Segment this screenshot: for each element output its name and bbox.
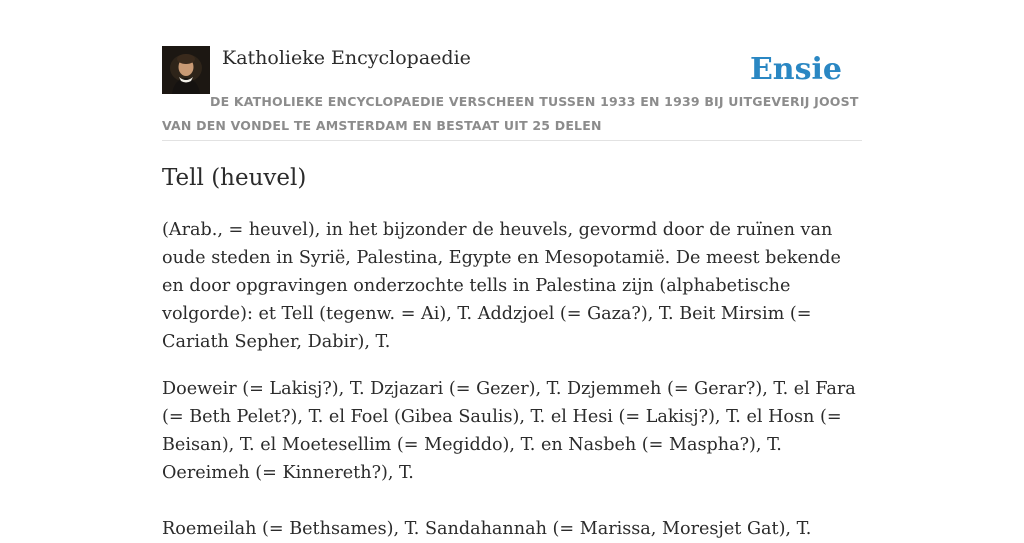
brand-logo[interactable]: Ensie [749, 52, 842, 87]
article-paragraph: Doeweir (= Lakisj?), T. Dzjazari (= Gezer), T. Dzjemmeh (= Gerar?), T. el Fara (= Beth Pelet?), T. el Foel (Gibea Saulis), T. el Hesi (= Lakisj?), T. el Hosn (= Beisan), T. el Moetesellim (= Megiddo), T. en Nasbeh (= Maspha?), T. Oereimeh (= Kinnereth?), T. [162, 379, 856, 483]
site-header [162, 46, 862, 141]
article-content [162, 162, 862, 543]
site-avatar[interactable] [162, 46, 210, 94]
site-description: DE KATHOLIEKE ENCYCLOPAEDIE VERSCHEEN TUSSEN 1933 EN 1939 BIJ UITGEVERIJ JOOST VAN DEN VONDEL TE AMSTERDAM EN BESTAAT UIT 25 DELEN [162, 94, 859, 133]
article-title: Tell (heuvel) [162, 165, 307, 191]
portrait-icon [162, 46, 210, 94]
site-title[interactable]: Katholieke Encyclopaedie [222, 47, 471, 69]
article-paragraph: Roemeilah (= Bethsames), T. Sandahannah (= Marissa, Moresjet Gat), T. [162, 519, 812, 539]
article-paragraph: (Arab., = heuvel), in het bijzonder de heuvels, gevormd door de ruïnen van oude steden in Syrië, Palestina, Egypte en Mesopotamië. De meest bekende en door opgravingen onderzochte tells in Palestina zijn (alphabetische volgorde): et Tell (tegenw. = Ai), T. Addzjoel (= Gaza?), T. Beit Mirsim (= Cariath Sepher, Dabir), T. [162, 220, 841, 352]
